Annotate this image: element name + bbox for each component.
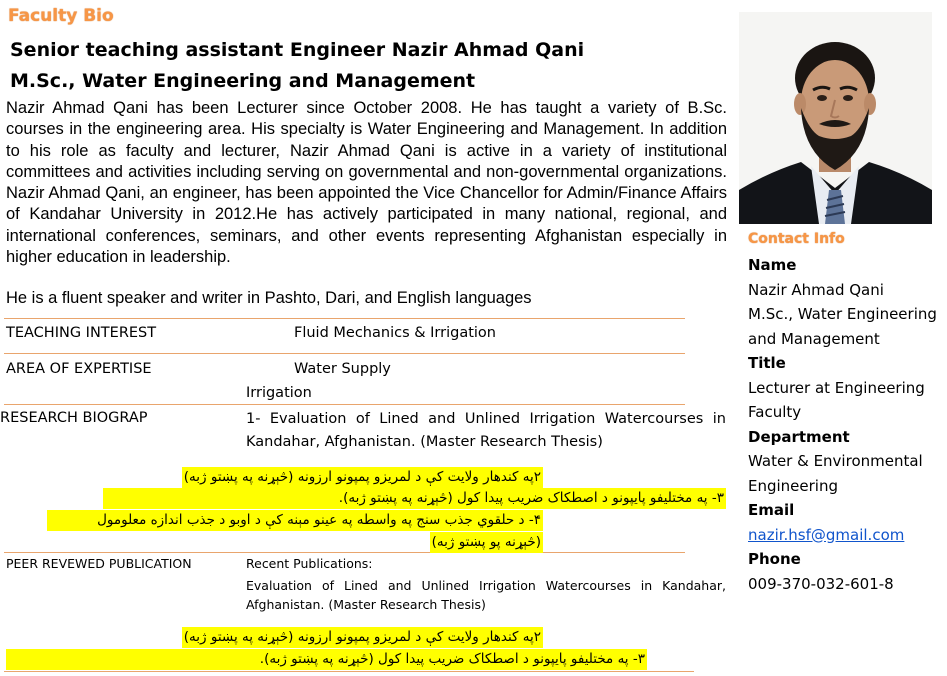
expertise-value-1: Water Supply: [294, 361, 391, 377]
expertise-value-2: Irrigation: [246, 385, 312, 401]
contact-degree-line: M.Sc., Water Engineering: [748, 305, 937, 323]
contact-phone-label: Phone: [748, 550, 801, 568]
contact-department-label: Department: [748, 427, 850, 446]
faculty-portrait-photo: [739, 12, 932, 224]
contact-phone: 009-370-032-601-8: [748, 574, 894, 593]
contact-title-label: Title: [748, 354, 786, 372]
table-rule: [4, 552, 685, 553]
research-label: RESEARCH BIOGRAP: [0, 410, 148, 426]
expertise-label: AREA OF EXPERTISE: [6, 361, 152, 377]
research-value: 1- Evaluation of Lined and Unlined Irrigation Watercourses in Kandahar, Afghanistan. (Master Research Thesis): [246, 411, 726, 450]
contact-department-line: Engineering: [748, 476, 838, 495]
research-pashto-line: ۲په کندهار ولايت کې د لمريزو پمپونو ارزونه (څېړنه په پښتو ژبه): [182, 467, 543, 488]
degree-title: M.Sc., Water Engineering and Management: [10, 70, 476, 92]
teaching-interest-value: Fluid Mechanics & Irrigation: [294, 325, 496, 341]
table-rule: [4, 671, 694, 672]
page-title: Senior teaching assistant Engineer Nazir Ahmad Qani: [10, 39, 585, 61]
publications-label: PEER REVEWED PUBLICATION: [6, 556, 192, 571]
table-rule: [4, 404, 685, 405]
teaching-interest-label: TEACHING INTEREST: [6, 325, 157, 341]
publications-value: Evaluation of Lined and Unlined Irrigation Watercourses in Kandahar, Afghanistan. (Master Research Thesis): [246, 578, 726, 612]
publications-heading: Recent Publications:: [246, 556, 373, 571]
contact-name: Nazir Ahmad Qani: [748, 280, 884, 299]
contact-title-line: Faculty: [748, 403, 802, 421]
contact-degree-line: and Management: [748, 329, 880, 348]
contact-department-line: Water & Environmental: [748, 452, 923, 470]
contact-email-label: Email: [748, 501, 795, 519]
publications-pashto-line: ۲په کندهار ولايت کې د لمريزو پمپونو ارزونه (څېړنه په پښتو ژبه): [182, 627, 543, 648]
bio-languages: He is a fluent speaker and writer in Pashto, Dari, and English languages: [6, 289, 532, 307]
contact-info-heading: Contact Info: [748, 231, 845, 247]
research-pashto-line: ۴- د حلقوي جذب سنج په واسطه په عينو مېنه کې د اوبو د جذب اندازه معلومول: [47, 510, 543, 531]
contact-title-line: Lecturer at Engineering: [748, 378, 925, 397]
contact-name-label: Name: [748, 256, 797, 274]
section-title: Faculty Bio: [8, 6, 114, 26]
table-rule: [4, 318, 685, 319]
bio-paragraph: Nazir Ahmad Qani has been Lecturer since October 2008. He has taught a variety of B.Sc. courses in the engineering area. His specialty is Water Engineering and Management. In addition to his role as faculty and lecturer, Nazir Ahmad Qani is active in a variety of institutional committees and activities including serving on governmental and non-governmental organizations. Nazir Ahmad Qani, an engineer, has been appointed the Vice Chancellor for Admin/Finance Affairs of Kandahar University in 2012.He has actively participated in many national, regional, and international conferences, seminars, and other events representing Afghanistan especially in higher education in leadership.: [6, 99, 727, 267]
table-rule: [4, 353, 685, 354]
email-link[interactable]: nazir.hsf@gmail.com: [748, 525, 905, 544]
research-pashto-line: ۳- په مختليفو پايپونو د اصطکاک ضريب پيدا کول (څېړنه په پښتو ژبه).: [103, 488, 726, 509]
publications-pashto-line: ۳- په مختليفو پايپونو د اصطکاک ضريب پيدا کول (څېړنه په پښتو ژبه).: [6, 649, 647, 670]
research-pashto-line: (څېړنه پو پښتو ژبه): [430, 532, 543, 553]
